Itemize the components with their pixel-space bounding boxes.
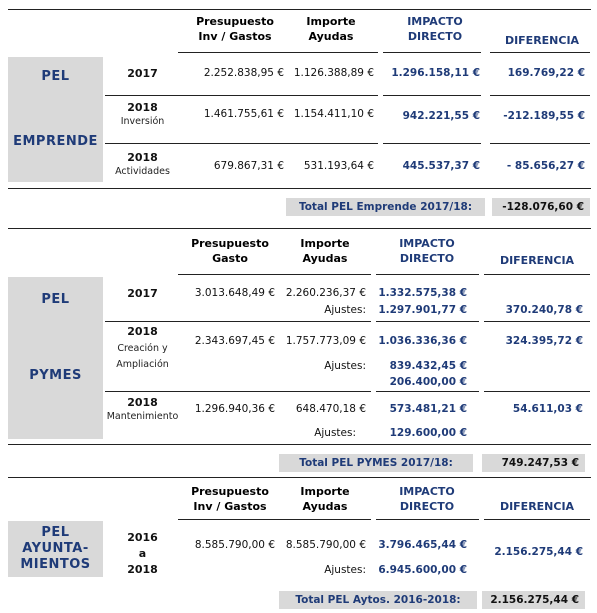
cell-importe: 2.260.236,37 € — [285, 287, 366, 299]
row-year: 2018 — [127, 151, 158, 164]
cell-diferencia: -212.189,55 € — [503, 110, 585, 122]
divider — [383, 143, 481, 144]
side-label-emprende: EMPRENDE — [13, 134, 98, 149]
cell-importe: 531.193,64 € — [303, 160, 374, 172]
divider — [376, 391, 479, 392]
total-value: -128.076,60 € — [492, 198, 590, 216]
cell-impacto: 3.796.465,44 € — [378, 539, 467, 551]
cell-presupuesto: 1.296.940,36 € — [194, 403, 275, 415]
side-label-mientos: MIENTOS — [20, 557, 91, 572]
cell-importe: 8.585.790,00 € — [285, 539, 366, 551]
header-importe: Importe Ayudas — [300, 485, 350, 513]
cell-diferencia: 324.395,72 € — [505, 335, 583, 347]
header-diferencia: DIFERENCIA — [499, 254, 575, 267]
header-importe: Importe Ayudas — [306, 15, 356, 43]
row-year: a — [138, 547, 147, 560]
divider — [490, 52, 590, 53]
header-impacto: IMPACTO DIRECTO — [407, 15, 463, 43]
header-impacto: IMPACTO DIRECTO — [399, 237, 455, 265]
header-presupuesto: Presupuesto Inv / Gastos — [191, 485, 269, 513]
cell-importe: 1.126.388,89 € — [293, 67, 374, 79]
cell-ajustes: 839.432,45 € — [389, 360, 467, 372]
cell-diferencia: 169.769,22 € — [507, 67, 585, 79]
divider — [376, 519, 479, 520]
side-label-pymes: PYMES — [29, 368, 82, 383]
divider — [376, 321, 479, 322]
cell-impacto: 445.537,37 € — [402, 160, 480, 172]
ajustes-label: Ajustes: — [324, 564, 366, 576]
row-year: 2018 — [127, 101, 158, 114]
cell-impacto: 1.296.158,11 € — [391, 67, 480, 79]
divider — [383, 95, 481, 96]
row-year: 2018 — [127, 325, 158, 338]
cell-impacto: 1.036.336,36 € — [378, 335, 467, 347]
cell-presupuesto: 1.461.755,61 € — [203, 108, 284, 120]
divider — [376, 274, 479, 275]
row-year: 2018 — [127, 396, 158, 409]
header-importe: Importe Ayudas — [300, 237, 350, 265]
cell-diferencia: 54.611,03 € — [512, 403, 583, 415]
cell-presupuesto: 679.867,31 € — [213, 160, 284, 172]
side-label-pel: PEL — [41, 525, 70, 540]
cell-diferencia: 2.156.275,44 € — [494, 546, 583, 558]
divider — [8, 9, 591, 10]
cell-presupuesto: 2.343.697,45 € — [194, 335, 275, 347]
divider — [178, 519, 371, 520]
cell-diferencia: 370.240,78 € — [505, 304, 583, 316]
divider — [105, 95, 178, 96]
divider — [178, 274, 371, 275]
cell-diferencia: - 85.656,27 € — [506, 160, 585, 172]
row-year: 2016 — [127, 531, 158, 544]
cell-importe: 1.154.411,10 € — [293, 108, 374, 120]
divider — [178, 95, 378, 96]
cell-ajustes: 6.945.600,00 € — [378, 564, 467, 576]
row-subtitle: Creación y — [117, 343, 168, 354]
row-year: 2018 — [127, 563, 158, 576]
cell-impacto: 1.332.575,38 € — [378, 287, 467, 299]
total-value: 749.247,53 € — [482, 454, 585, 472]
total-value: 2.156.275,44 € — [482, 591, 585, 609]
cell-importe: 1.757.773,09 € — [285, 335, 366, 347]
row-year: 2017 — [127, 67, 158, 80]
row-subtitle: Ampliación — [116, 359, 169, 370]
side-label-pel: PEL — [41, 69, 70, 84]
header-diferencia: DIFERENCIA — [504, 34, 580, 47]
divider — [178, 143, 378, 144]
divider — [383, 52, 481, 53]
divider — [105, 321, 178, 322]
divider — [484, 391, 590, 392]
side-label-box — [8, 277, 103, 439]
cell-importe: 648.470,18 € — [295, 403, 366, 415]
row-subtitle: Actividades — [115, 166, 170, 177]
divider — [484, 274, 590, 275]
row-year: 2017 — [127, 287, 158, 300]
side-label-box — [8, 521, 103, 577]
divider — [490, 143, 590, 144]
side-label-pel: PEL — [41, 292, 70, 307]
row-subtitle: Mantenimiento — [106, 411, 179, 422]
cell-impacto: 942.221,55 € — [402, 110, 480, 122]
header-presupuesto: Presupuesto Gasto — [191, 237, 269, 265]
divider — [105, 143, 178, 144]
cell-ajustes: 206.400,00 € — [389, 376, 467, 388]
ajustes-label: Ajustes: — [314, 427, 356, 439]
cell-impacto: 573.481,21 € — [389, 403, 467, 415]
row-subtitle: Inversión — [120, 116, 165, 127]
divider — [8, 477, 591, 478]
cell-presupuesto: 8.585.790,00 € — [194, 539, 275, 551]
header-presupuesto: Presupuesto Inv / Gastos — [196, 15, 274, 43]
cell-ajustes: 129.600,00 € — [389, 427, 467, 439]
divider — [484, 519, 590, 520]
divider — [178, 321, 371, 322]
ajustes-label: Ajustes: — [324, 360, 366, 372]
header-impacto: IMPACTO DIRECTO — [399, 485, 455, 513]
ajustes-label: Ajustes: — [324, 304, 366, 316]
side-label-box — [8, 57, 103, 182]
divider — [8, 188, 591, 189]
divider — [490, 95, 590, 96]
total-label: Total PEL Emprende 2017/18: — [286, 198, 485, 216]
total-label: Total PEL Aytos. 2016-2018: — [279, 591, 477, 609]
divider — [8, 228, 591, 229]
total-label: Total PEL PYMES 2017/18: — [279, 454, 473, 472]
divider — [178, 52, 378, 53]
divider — [105, 391, 178, 392]
divider — [8, 444, 591, 445]
cell-presupuesto: 2.252.838,95 € — [203, 67, 284, 79]
divider — [484, 321, 590, 322]
header-diferencia: DIFERENCIA — [499, 500, 575, 513]
cell-presupuesto: 3.013.648,49 € — [194, 287, 275, 299]
cell-ajustes: 1.297.901,77 € — [378, 304, 467, 316]
side-label-ayunta: AYUNTA- — [22, 541, 89, 556]
divider — [178, 391, 371, 392]
